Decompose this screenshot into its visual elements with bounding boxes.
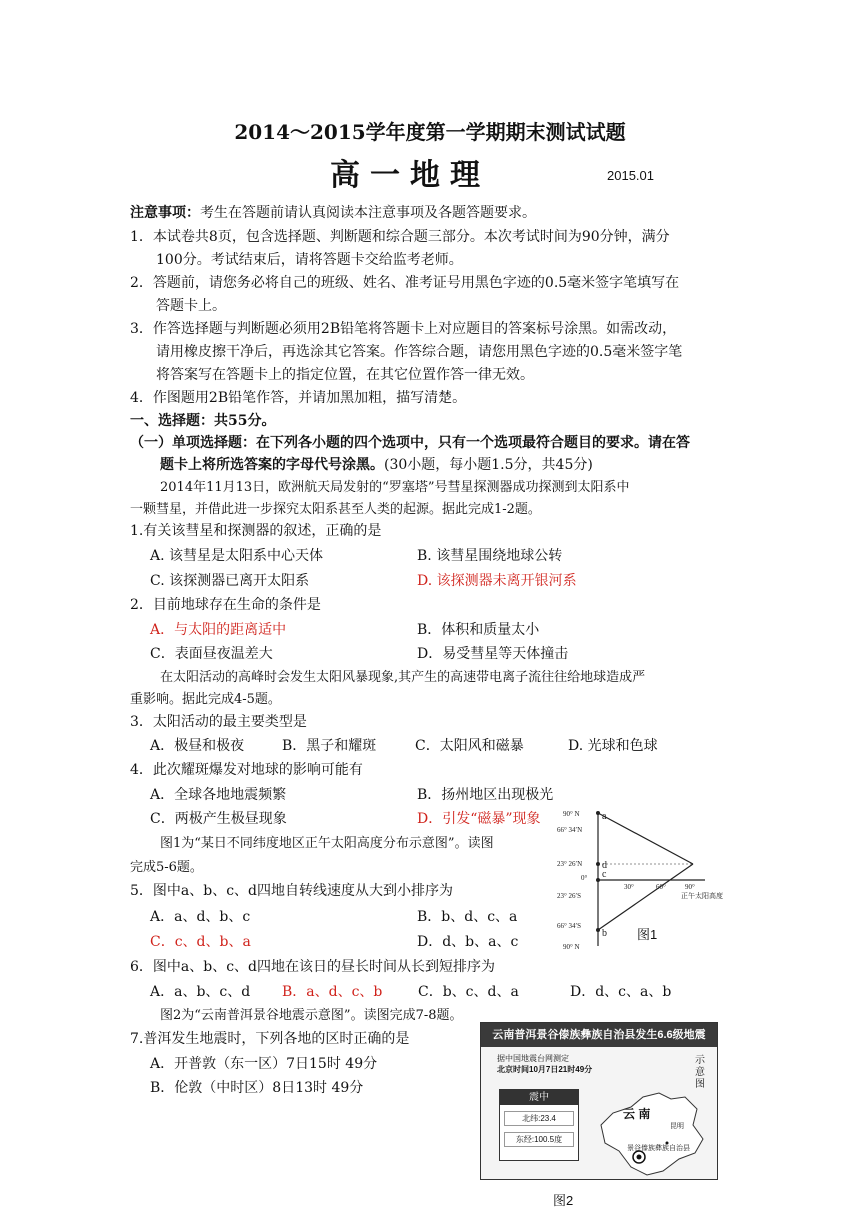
- notice-item-2-line-1: 2．答题前，请您务必将自己的班级、姓名、准考证号用黑色字迹的0.5毫米签字笔填写在: [130, 275, 680, 291]
- question-1-option-a: A. 该彗星是太阳系中心天体: [150, 548, 324, 564]
- lat-label-23s: 23° 26′S: [557, 892, 581, 900]
- lat-label-23n: 23° 26′N: [557, 860, 583, 868]
- passage-2-line-2: 重影响。据此完成4-5题。: [130, 692, 281, 707]
- question-3-stem: 3．太阳活动的最主要类型是: [130, 714, 307, 730]
- epicenter-longitude: 东经:100.5度: [504, 1132, 574, 1147]
- passage-1-line-1: 2014年11月13日，欧洲航天局发射的“罗塞塔”号彗星探测器成功探测到太阳系中: [160, 480, 630, 495]
- passage-3-line-1: 图1为“某日不同纬度地区正午太阳高度分布示意图”。读图: [160, 836, 494, 851]
- notice-item-3-line-2: 请用橡皮擦干净后，再选涂其它答案。作答综合题，请您用黑色字迹的0.5毫米签字笔: [156, 344, 683, 360]
- notice-item-1-line-2: 100分。考试结束后，请将答题卡交给监考老师。: [156, 252, 463, 268]
- exam-date: 2015.01: [607, 168, 654, 183]
- city-label: 昆明: [670, 1123, 684, 1130]
- x-tick-90: 90°: [685, 883, 695, 891]
- question-6-option-a: A．a、b、c、d: [150, 984, 251, 1000]
- county-label: 景谷傣族彝族自治县: [627, 1145, 690, 1152]
- epicenter-box: [499, 1089, 579, 1161]
- question-2-option-d: D．易受彗星等天体撞击: [417, 646, 569, 662]
- point-c-label: c: [602, 869, 607, 880]
- yunnan-outline: [601, 1093, 703, 1175]
- notice-line: [130, 202, 536, 222]
- sub-heading-line-2: [160, 454, 593, 474]
- question-7-stem: 7.普洱发生地震时，下列各地的区时正确的是: [130, 1031, 410, 1047]
- sub-heading-line-2b: (30小题，每小题1.5分，共45分): [384, 457, 593, 473]
- x-axis-label: 正午太阳高度: [681, 892, 723, 900]
- lat-label-66s: 66° 34′S: [557, 922, 581, 930]
- figure-2: [480, 1022, 718, 1180]
- notice-intro: 考生在答题前请认真阅读本注意事项及各题答题要求。: [200, 205, 536, 221]
- question-5-option-b: B．b、d、c、a: [417, 909, 518, 925]
- question-6-option-d: D．d、c、a、b: [570, 984, 672, 1000]
- notice-heading: 注意事项：: [130, 205, 200, 221]
- sub-heading-line-2a: 题卡上将所选答案的字母代号涂黑。: [160, 457, 384, 473]
- figure-2-caption: 图2: [553, 1193, 574, 1208]
- province-label: 云 南: [623, 1107, 651, 1121]
- x-tick-60: 60°: [656, 883, 666, 891]
- question-1-option-b: B. 该彗星围绕地球公转: [417, 548, 563, 564]
- notice-item-2-line-2: 答题卡上。: [156, 298, 226, 314]
- epicenter-dot: [637, 1155, 642, 1160]
- x-tick-30: 30°: [624, 883, 634, 891]
- point-c-marker: [596, 878, 600, 882]
- question-3-option-a: A．极昼和极夜: [150, 738, 245, 754]
- notice-item-1-line-1: 1．本试卷共8页，包含选择题、判断题和综合题三部分。本次考试时间为90分钟，满分: [130, 229, 670, 245]
- question-6-stem: 6．图中a、b、c、d四地在该日的昼长时间从长到短排序为: [130, 959, 496, 975]
- notice-item-4: 4．作图题用2B铅笔作答，并请加黑加粗，描写清楚。: [130, 390, 467, 406]
- epicenter-box-title: 震中: [500, 1090, 578, 1105]
- passage-2-line-1: 在太阳活动的高峰时会发生太阳风暴现象,其产生的高速带电离子流往往给地球造成严: [160, 670, 646, 685]
- question-4-option-b: B．扬州地区出现极光: [417, 787, 554, 803]
- question-2-option-b: B．体积和质量太小: [417, 622, 540, 638]
- point-d-marker: [596, 862, 600, 866]
- figure-2-time: 北京时间10月7日21时49分: [497, 1065, 593, 1074]
- question-1-stem: 1.有关该彗星和探测器的叙述，正确的是: [130, 523, 382, 539]
- figure-2-source: 据中国地震台网测定: [497, 1054, 569, 1063]
- question-4-option-d: D．引发“磁暴”现象: [417, 811, 541, 827]
- question-5-option-d: D．d、b、a、c: [417, 934, 519, 950]
- altitude-line-north: [598, 813, 693, 864]
- lat-label-90s: 90° N: [563, 943, 580, 951]
- passage-3-line-2: 完成5-6题。: [130, 860, 203, 875]
- question-5-option-c: C．c、d、b、a: [150, 934, 251, 950]
- lat-label-66n: 66° 34′N: [557, 826, 583, 834]
- question-1-option-d: D. 该探测器未离开银河系: [417, 573, 577, 589]
- point-a-marker: [596, 811, 600, 815]
- question-7-option-b: B．伦敦（中时区）8日13时 49分: [150, 1080, 364, 1096]
- question-4-stem: 4．此次耀斑爆发对地球的影响可能有: [130, 762, 363, 778]
- question-7-option-a: A．开普敦（东一区）7日15时 49分: [150, 1056, 378, 1072]
- lat-label-90n: 90° N: [563, 810, 580, 818]
- figure-2-banner: 云南普洱景谷傣族彝族自治县发生6.6级地震: [481, 1023, 717, 1047]
- question-3-option-b: B．黑子和耀斑: [282, 738, 377, 754]
- question-6-option-c: C．b、c、d、a: [418, 984, 519, 1000]
- question-5-stem: 5．图中a、b、c、d四地自转线速度从大到小排序为: [130, 883, 454, 899]
- question-5-option-a: A．a、d、b、c: [150, 909, 251, 925]
- question-2-stem: 2．目前地球存在生命的条件是: [130, 597, 321, 613]
- question-3-option-c: C．太阳风和磁暴: [415, 738, 524, 754]
- notice-item-3-line-3: 将答案写在答题卡上的指定位置，在其它位置作答一律无效。: [156, 367, 534, 383]
- exam-title: 2014～2015学年度第一学期期末测试试题: [234, 120, 626, 144]
- point-b-marker: [596, 928, 600, 932]
- epicenter-latitude: 北纬:23.4: [504, 1111, 574, 1126]
- point-b-label: b: [602, 928, 607, 939]
- altitude-line-south: [598, 864, 693, 930]
- question-4-option-c: C．两极产生极昼现象: [150, 811, 287, 827]
- passage-4: 图2为“云南普洱景谷地震示意图”。读图完成7-8题。: [160, 1008, 463, 1023]
- subject-title: 高一地理: [330, 158, 490, 193]
- question-3-option-d: D. 光球和色球: [568, 738, 658, 754]
- schematic-label: 示意图: [695, 1055, 705, 1090]
- passage-1-line-2: 一颗彗星，并借此进一步探究太阳系甚至人类的起源。据此完成1-2题。: [130, 502, 541, 517]
- section-heading: 一、选择题：共55分。: [130, 413, 276, 429]
- question-1-option-c: C. 该探测器已离开太阳系: [150, 573, 310, 589]
- question-4-option-a: A．全球各地地震频繁: [150, 787, 287, 803]
- point-d-label: d: [602, 860, 607, 871]
- question-2-option-c: C．表面昼夜温差大: [150, 646, 273, 662]
- question-6-option-b: B．a、d、c、b: [282, 984, 383, 1000]
- figure-1-caption: 图1: [637, 927, 658, 942]
- notice-item-3-line-1: 3．作答选择题与判断题必须用2B铅笔将答题卡上对应题目的答案标号涂黑。如需改动，: [130, 321, 677, 337]
- point-a-label: a: [602, 811, 607, 822]
- question-2-option-a: A．与太阳的距离适中: [150, 622, 287, 638]
- sub-heading-line-1: （一）单项选择题：在下列各小题的四个选项中，只有一个选项最符合题目的要求。请在答: [130, 435, 690, 451]
- lat-label-equator: 0°: [581, 874, 588, 882]
